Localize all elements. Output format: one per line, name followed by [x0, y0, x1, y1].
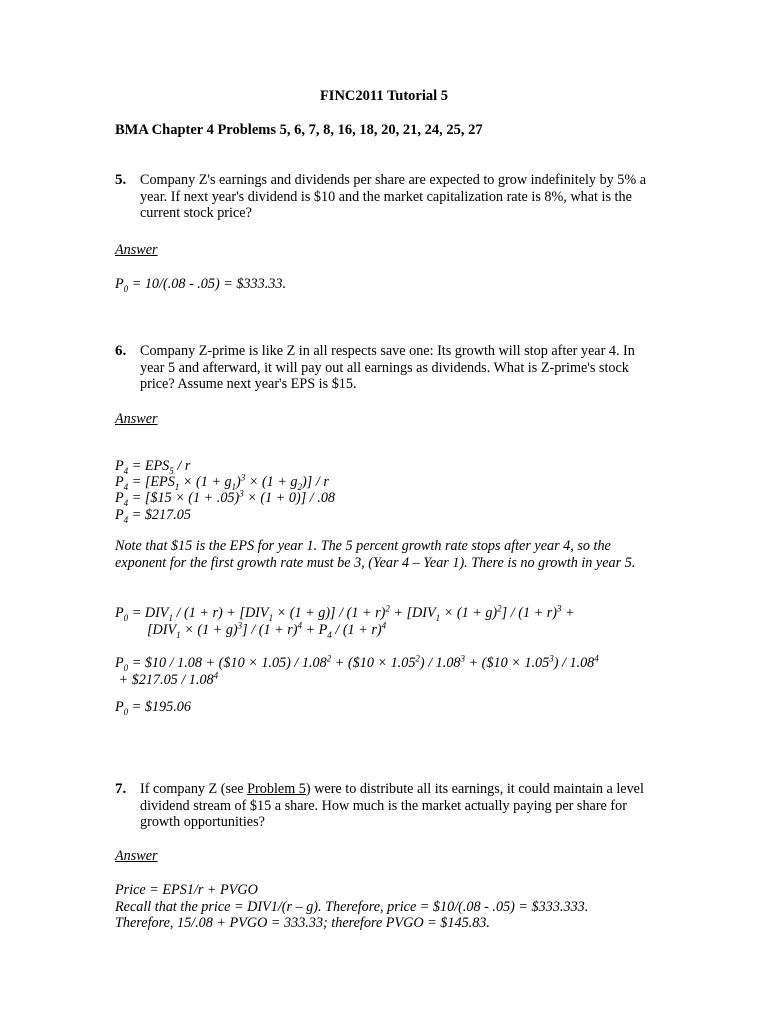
equation-block: $P_0 = DIV_1 / (1 + r) + [DIV_1 \times (1 + g)] / (1 + r)^2 + [DIV_1 \times (1 + g)^2] / (1 + r)^3$ + $[DIV_1 \times (1 + g)^3] / (1 + r)^4 + P_4 / (1 + r)^4$ — [115, 603, 575, 640]
equation-line: Price = EPS1/r + PVGO — [115, 882, 258, 898]
equation-line: $P_4$ = $217.05 — [115, 507, 191, 525]
equation-line: $P_4 = [EPS_1 \times (1 + g_1)^3 \times (1 + g_2)] / r$ — [115, 472, 329, 492]
answer-label: Answer — [115, 242, 158, 258]
equation-result: $P_0$ = $195.06 — [115, 699, 191, 717]
page-subtitle: BMA Chapter 4 Problems 5, 6, 7, 8, 16, 18, 20, 21, 24, 25, 27 — [115, 122, 483, 138]
equation-line: Therefore, 15/.08 + PVGO = 333.33; therefore PVGO = $145.83. — [115, 915, 490, 931]
equation-line: $P_4 = EPS_5 / r$ — [115, 458, 191, 476]
problem-6 — [115, 343, 660, 393]
problem-number: 5. — [115, 172, 127, 188]
page-title: FINC2011 Tutorial 5 — [319, 88, 449, 104]
problem-7 — [115, 781, 660, 831]
answer-label: Answer — [115, 848, 158, 864]
problem-number: 6. — [115, 343, 127, 359]
explanation-note: Note that $15 is the EPS for year 1. The 5 percent growth rate stops after year 4, so the exponent for the first growth rate must be 3, (Year 4 – Year 1). There is no growth in year 5. — [115, 538, 636, 571]
equation-p0: $P_0 = 10/(.08 - .05)$ = $333.33. — [115, 276, 287, 294]
problem-text: Company Z-prime is like Z in all respects save one: Its growth will stop after year 4. In year 5 and afterward, it will pay out all earnings as dividends. What is Z-prime's stock price? Assume next year's EPS is $15. — [140, 343, 635, 392]
answer-label: Answer — [115, 411, 158, 427]
equation-line: Recall that the price = DIV1/(r – g). Therefore, price = $10/(.08 - .05) = $333.333. — [115, 899, 589, 915]
problem-text: If company Z (see Problem 5) were to distribute all its earnings, it could maintain a level dividend stream of $15 a share. How much is the market actually paying per share for growth opportunities? — [140, 781, 644, 830]
problem-5 — [115, 172, 660, 222]
problem-number: 7. — [115, 781, 127, 797]
equation-block: $P_0$ = $10 / 1.08 + ($10 × $1.05) / 1.08^2$ + ($10 × $1.05^2) / 1.08^3$ + ($10 × $1.05^3) / 1.08^4$ + $217.05 / 1.08$^4$ — [115, 653, 599, 688]
problem-text: Company Z's earnings and dividends per share are expected to grow indefinitely by 5% a year. If next year's dividend is $10 and the market capitalization rate is 8%, what is the current stock price? — [140, 172, 647, 221]
equation-line: $P_4$ = [$15 × $(1 + .05)^3 \times (1 + 0)] / .08$ — [115, 488, 336, 508]
problem-5-link[interactable]: Problem 5 — [247, 781, 306, 797]
